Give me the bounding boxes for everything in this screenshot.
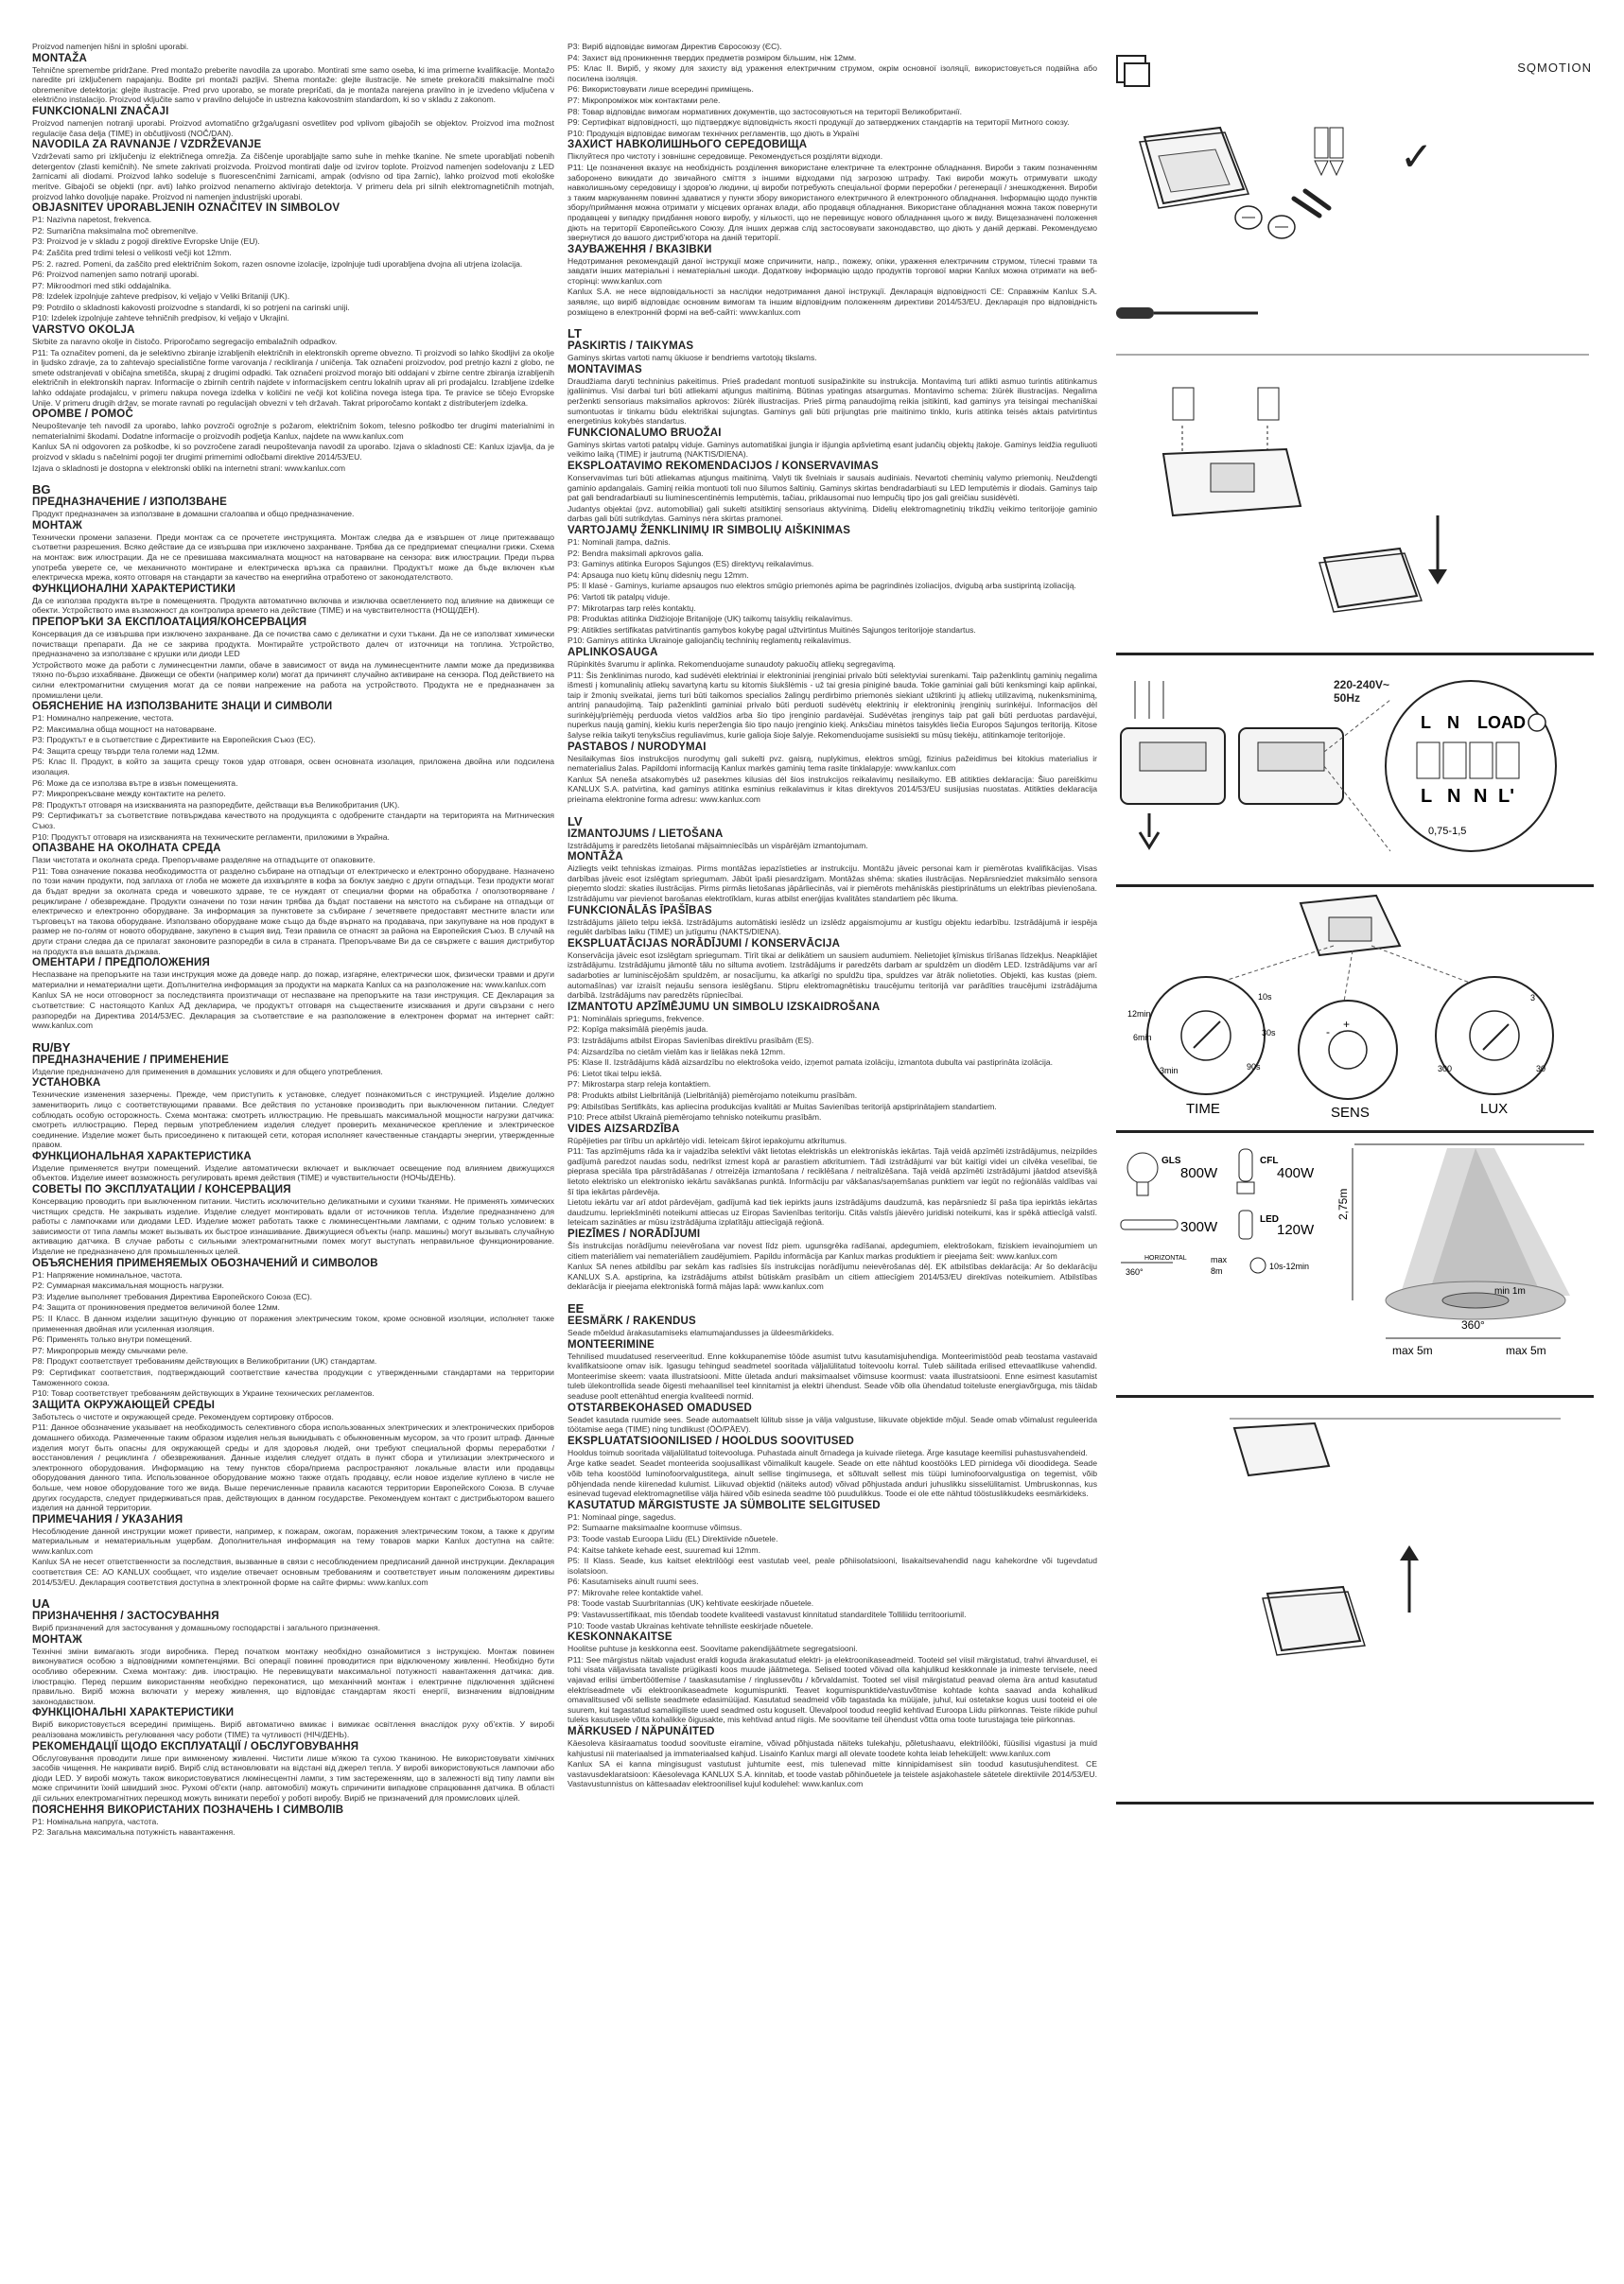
paragraph: Skrbite za naravno okolje in čistočo. Priporočamo segregacijo embalažnih odpadkov. (32, 337, 338, 347)
paragraph: Kanlux SA neneša atsakomybės už pasekmes kilusias dėl šios instrukcijos reikalavimų nesilaikymo. EB atitikties deklaracija: Šiuo pareiškimu KANLUX S.A. patvirtina, kad gaminys atitinka esminius reikalavimus ir kitas direktyvos 2014/53/EU susijusias nuostatas. Atitikties deklaracija prieinama elektronine forma adresu: www.kanlux.com (568, 774, 1097, 805)
paragraph: Käesoleva käsiraamatus toodud soovituste eiramine, võivad põhjustada näiteks tulekahju, põletushaavu, elektrilööki, füüsilisi vigastusi ja muid kahjustusi nii materiaalsed ja immateriaalsed kahjud. Lisainfo Kanlux margi all olevate toodete kohta leiab leheküljelt: www.kanlux.com (568, 1738, 1097, 1758)
paragraph: Kanlux SA ni odgovoren za poškodbe, ki so povzročene zaradi neupoštevanja navodil za uporabo. Izjava o skladnosti CE: Kanlux izjavlja, da je proizvod v skladu s načelnimi pogoji ter drugimi primernimi odločbami direktive 2014/53/EU. (32, 442, 554, 462)
paragraph: Tehnične spremembe pridržane. Pred montažo preberite navodila za uporabo. Montirati sme samo oseba, ki ima primerne kvalifikacije. Montažo naredite pri izključenem napajanju. Bodite pri montaži pazljivi. Shema montaže: glejte ilustracije. Ne smete prekoračiti maksimalne moči obremenitve detektorja: glejte ilustracije. Pred prvo uporabo, se morate prepričati, da je montaža narejena pravilno in je izvedeno vključena v električno instalacijo. Proizvod vključite samo v pravilno delujoče in ustrezna kakovostnim standardom, ki so v skladu z zakonom. (32, 64, 554, 105)
paragraph: P8: Продукт соответствует требованиям действующих в Великобритании (UK) стандартам. (32, 1356, 377, 1367)
language-code: EE (568, 1301, 585, 1316)
paragraph: Izjava o skladnosti je dostopna v elektronski obliki na internetni strani: www.kanlux.com (32, 462, 346, 473)
section-heading: PASKIRTIS / TAIKYMAS (568, 340, 694, 353)
language-code: BG (32, 482, 51, 497)
min-range-label: min 1m (1494, 1286, 1526, 1297)
paragraph: Draudžiama daryti techninius pakeitimus. Prieš pradedant montuoti susipažinkite su instrukcija. Montavimą turi atlikti asmuo turintis atitinkamus įgaliinimus. Visi darbai turi būti atliekami atjungus maitinimą. Būtinas ypatingas atsargumas. Montavimo schema: žiūrėk iliustracijas. Negalima perženkti sensoriaus maksimalios apkrovos: žiūrėk iliustracijas. Prieš pirmą panaudojimą reikia įsitikinti, kad gaminys yra teisingai mechaniškai sumontuotas ir tinkamu būdu elektriškai sujungtas. Gaminys gali būti prijungtas prie maitinimo tinklo, kuris atitinka teisės aktais patvirtintus energetinius kokybės standartus. (568, 375, 1097, 427)
paragraph: Виріб призначений для застосування у домашньому господарстві і загального призначення. (32, 1623, 380, 1633)
ceiling-mounting-diagram (1116, 350, 1589, 653)
paragraph: P5: Клас II. Виріб, у якому для захисту від ураження електричним струмом, окрім основної ізоляції, використовується подвійна або посилена ізоляція. (568, 63, 1097, 83)
paragraph: Rūpinkitės švarumu ir aplinka. Rekomenduojame sunaudoty pakuočių atliekų segregavimą. (568, 658, 896, 669)
paragraph: P11: Це позначення вказує на необхідність розділення використане електричне та електронне обладнання. Вироби з таким позначенням заборонено викидати до звичайного сміття з іншими відходами під загрозою штрафу. Такі вироби можуть отримувати шкоду навколишньому середовищу і здоров'ю людини, ці вироби потребують спеціальної форми переробки / регенерації / знешкодження. Вироби з таким маркуванням повинні здаватися у пункти збору використаного електричного й електронного обладнання. Інформацію щодо пунктів збору/приймання можна отримати у місцевих органах влади, або продавця обладнання. Використане обладнання можна також повернути продавцеві у випадку придбання нового виробу, у кількості, що не перевищує нового обладнання цього ж виду. Вищезазначені положення діють на території Європейського Союзу. Для інших держав слід застосовувати законодавство, що діють у даній державі. Рекомендуємо звернутися до вашого дистриб'ютора на даній території. (568, 162, 1097, 243)
paragraph: Konservavimas turi būti atliekamas atjungus maitinimą. Valyti tik švelniais ir sausais audiniais. Nevartoti cheminių valymo priemonių. Neuždengti gaminio apdangalais. Gaminį reikia montuoti toli nuo šilumos šaltinių. Gaminys skirtas bendradarbiauti su LED lemputėmis ir diodais. Gaminys taip pat gali bendradarbiauti su liuminescentinėmis lemputėmis, tačiau, priklausomai nuo lempučių tipo jos gali greičiau susidėvėti. (568, 473, 1097, 503)
svg-text:300: 300 (1438, 1064, 1453, 1073)
paragraph: Консервацию проводить при выключенном питании. Чистить исключительно деликатными и сухими тканями. Не применять химических чистящих средств. Не закрывать изделие. Изделие следует монтировать вдали от источников тепла. Изделие предназначено для работы с лампочками или диодами LED. Изделие может работать также с люминесцентными лампами, с одним только условием: в зависимости от типа лампы может вызывать их быстрое изнашивание. Движущиеся объекты (напр. машины) могут вызывать случайную активацию датчика. В случае работы с сильными электромагнитными помех могут выступать неправильное функционирование. Изделие не предназначено для промышленных целей. (32, 1196, 554, 1257)
paragraph: P2: Максимална обща мощност на натоварване. (32, 724, 217, 734)
paragraph: P8: Товар відповідає вимогам нормативних документів, що застосовуються на території Великобританії. (568, 106, 962, 116)
paragraph: Vzdrževati samo pri izključenju iz električnega omrežja. Za čiščenje uporabljajte samo suhe in mehke tkanine. Ne smete uporabljati nobenih detergentov (zlasti kemičnih). Ne smete zakrivati proizvoda. Proizvod montirati dalje od izvirov toplote. Proizvod namenjen sodelovanju z LED žarnicami ali diodami. Proizvod lahko sodeluje s fluorescenčnimi žarnicami, ampak (odvisno od tipa žarnic), lahko proizvod moti ekološke meritve. Gibajoči se objekti (npr. avti) lahko proizvod nenamerno aktivirajo detektorja. V primeru dela pri silnih elektromagnetičnih motnjah, proizvod lahko dovoljuje napake. Proizvod ni namenjen industrijski uporabi. (32, 151, 554, 201)
arrow-down-icon (1428, 569, 1447, 584)
section-heading: EKSPLUATATSIOONILISED / HOOLDUS SOOVITUSED (568, 1435, 854, 1447)
paragraph: P6: Применять только внутри помещений. (32, 1334, 192, 1345)
paragraph: Консервация да се извършва при изключено захранване. Да се почиства само с деликатни и сухи тъкани. Да не се използват химически почистващи препарати. Да не се закрива продукта. Монтирайте устройството далеч от източници на топлина. Устройство, предназначено за използване с крушки или диоди LED (32, 628, 554, 659)
terminal-bottom-n1: N (1447, 786, 1461, 807)
svg-text:3: 3 (1530, 993, 1536, 1003)
paragraph: P11: Šis ženklinimas nurodo, kad sudėvėti elektriniai ir elektroniniai įrenginiai privalo būti selektyviai surenkami. Taip paženklintų gaminių negalima išmesti į komunalinių atliekų savartyną kartu su kitomis šiukšlėmis - už tai gresia piniginė bauda. Tokie gaminiai gali būti kenksmingi kaip aplinkai, taip ir žmonių sveikatai, jiems turi būti taikomos specialios žalingų perdirbimo priemonės siekiant užtikrinti jų atliekų utilizavimą, nukenksminimą, antrinį panaudojimą. Taip paženklinti gaminiai privalo būti perduoti sudėvėtų elektrinių ir elektroninių įrenginių surinkėjui. Informacijos dėl surinkėjų/priėmėjų perduoda vietos valdžios arba šio tipo įrenginio pardavėjai. Sudėvėtas įrenginys taip pat gali būti perduotas pardavėjui, nuperkus naują gaminį, kiekiu kuris neperžengia šio tipo naujo įrenginio kiekį. Anksčiau minėtos taisyklės liečia Europos Sąjungos teritoriją. Kitose šalyse reikia taikyti tenyksčius reguliavimus, kurie galioja šioje šalyje. Rekomenduojame susisiekti su mūsų tiekėju, atitinkamoje teritorijoje. (568, 670, 1097, 741)
section-heading: IZMANTOJUMS / LIETOŠANA (568, 828, 724, 840)
paragraph: Konservācija jāveic esot izslēgtam spriegumam. Tīrīt tikai ar delikātiem un sausiem audumiem. Nelietojiet ķīmiskus tīrīšanas līdzekļus. Neapklājiet izstrādājumu. Izstrādājumu jāmontē tālu no siltuma avotiem. Izstrādājums ir paredzēts darbam ar spuldzēm un diodēm LED. Izstrādājums var arī sadarboties ar luminiscējošām spuldzēm, ar nosacījumu, ka atkarīgi no spuldžu tipa, spuldzes var ātrāk nolietoties. Objekti, kas kustas (piem. automašīnas) var izraisīt nejaušu sensora ieslēgšanu. Stipru elektromagnētisku traucējumu teritorijā var parādīties traucējumi izstrādājuma darbībā. Izstrādājums nav paredzēts rūpniecībai. (568, 950, 1097, 1001)
screwdriver-icon (1116, 307, 1258, 319)
paragraph: Gaminys skirtas vartoti patalpų viduje. Gaminys automatiškai įjungia ir išjungia apšvietimą esant judančių objektų įtakoje. Gaminys leidžia reguliuoti veikimo laiką (TIME) ir jautrumą (NAKTIS/DIENA). (568, 439, 1097, 460)
paragraph: P11: Това означение показва необходимостта от разделно събиране на отпадъци от електрическо и електронно оборудване. Назначено по този начин продукти, под заплаха от глоба не можете да изхвърляте в кофа за боклук заедно с други отпадъци. Тези продукти могат да бъдат вредни за околната среда и човешкото здраве, те се нуждаят от специални форми на обработка / оползотворяване / рециклиране / обезвреждане. Продукти означени по този начин трябва да бъдат поставени на мястото на събиране на отпадъци от електрическо и електронно оборудване. За информация за пунктовете за събиране / зечетявете предоставят местните власти или търговецът на такова оборудване. Използвано оборудване може също да бъде върнато на продавача, при закупуване на нов продукт в размер не по-голям от новото оборудване, закупено в същия вид. Тези правила се отнасят за района на Европейския Съюз. В случай на други страни следва да се прилагат законовите разпоредби в сила в страната. Препоръчваме Ви да се свържете с вашия дистрибутор на продукта във вашата държава. (32, 865, 554, 956)
paragraph: Izstrādājums ir paredzēts lietošanai mājsaimniecībās un vispārējām izmantojumam. (568, 840, 868, 850)
paragraph: P8: Toode vastab Suurbritannias (UK) kehtivate eeskirjade nõuetele. (568, 1598, 814, 1609)
section-heading: EKSPLOATAVIMO REKOMENDACIJOS / KONSERVAVIMAS (568, 461, 879, 472)
section-heading: ОБЯСНЕНИЕ НА ИЗПОЛЗВАНИТЕ ЗНАЦИ И СИМВОЛИ (32, 701, 333, 713)
paragraph: P1: Номинално напрежение, честота. (32, 713, 174, 724)
paragraph: P6: Використовувати лише всередині приміщень. (568, 84, 754, 95)
paragraph: P6: Kasutamiseks ainult ruumi sees. (568, 1577, 699, 1587)
paragraph: P1: Nominaal pinge, sagedus. (568, 1511, 676, 1522)
paragraph: Изделие применяется внутри помещений. Изделие автоматически включает и выключает освещение под влиянием движущихся объектов. Изделие имеет возможность регулировать время действия (TIME) и чувствительности (НОЧЬ/ДЕНЬ). (32, 1162, 554, 1183)
section-heading: МОНТАЖ (32, 1633, 83, 1646)
section-heading: FUNKCIONALUMO BRUOŽAI (568, 427, 722, 439)
paragraph: P5: II klasė - Gaminys, kuriame apsaugos nuo elektros smūgio priemonės apima be pagrindinės izoliacijos, dvigubą arba sustiprintą izoliaciją. (568, 581, 1076, 591)
coverage-angle-label: 360° (1461, 1318, 1485, 1332)
paragraph: P3: Proizvod je v skladu z pogoji direktive Evropske Unije (EU). (32, 236, 260, 247)
paragraph: P3: Gaminys atitinka Europos Sąjungos (ES) direktyvų reikalavimus. (568, 559, 814, 569)
section-heading: EESMÄRK / RAKENDUS (568, 1316, 696, 1327)
language-code: RU/BY (32, 1039, 71, 1055)
paragraph: Несоблюдение данной инструкции может привести, например, к пожарам, ожогам, поражения электрическим током, а также к другим материальным и нематериальным ущербам. Дополнительная информация на тему товаров марки Kanlux доступна на сайте: www.kanlux.com (32, 1526, 554, 1556)
svg-text:LED: LED (1260, 1214, 1279, 1225)
paragraph: P8: Продуктът отговаря на изискванията на разпоредбите, действащи във Великобритания (UK). (32, 799, 400, 810)
svg-text:8m: 8m (1211, 1266, 1223, 1276)
language-section (32, 42, 554, 473)
settings-dials-diagram (1116, 894, 1589, 1125)
paragraph: P9: Atitikties sertifikatas patvirtinantis gamybos kokybę pagal užtvirtintus Muitinės Sąjungos teritorijoje standartus. (568, 624, 976, 635)
paragraph: P9: Сертифікат відповідності, що підтверджує відповідність якості продукції до затверджених стандартів на території Митного союзу. (568, 117, 1070, 128)
section-heading: ПРИЗНАЧЕННЯ / ЗАСТОСУВАННЯ (32, 1611, 219, 1623)
section-heading: OPOMBE / POMOČ (32, 409, 133, 421)
section-heading: VARTOJAMŲ ŽENKLINIMŲ IR SIMBOLIŲ AIŠKINIMAS (568, 524, 851, 536)
paragraph: P3: Виріб відповідає вимогам Директив Євросоюзу (ЄС). (568, 42, 782, 51)
paragraph: Judantys objektai (pvz. automobiliai) gali sukelti atsitiktinį sensoriaus aktyvinimą. Didelių elektromagnetinių trikdžių veikimo teritorijoje gaminio darbas gali būti sutrikdytas. Gaminys nėra skirtas pramonei. (568, 503, 1097, 524)
paragraph: P3: Izstrādājums atbilst Eiropas Savienības direktīvu prasībām (ES). (568, 1035, 814, 1045)
section-heading: ФУНКЦИОНАЛНИ ХАРАКТЕРИСТИКИ (32, 583, 236, 595)
paragraph: P4: Apsauga nuo kietų kūnų didesnių negu 12mm. (568, 569, 749, 580)
paragraph: P7: Mikrovahe relee kontaktide vahel. (568, 1587, 704, 1597)
paragraph: P5: Klase II. Izstrādājums kādā aizsardzību no elektrošoka veido, izņemot pamata izolāciju, izmantota dubulta vai pastiprināta izolācija. (568, 1057, 1054, 1068)
section-heading: ОМЕНТАРИ / ПРЕДПОЛОЖЕНИЯ (32, 957, 210, 969)
language-section (568, 814, 1097, 1292)
language-code: LT (568, 326, 582, 341)
led-power: 120W (1277, 1222, 1315, 1238)
paragraph: Технічні зміни вимагають згоди виробника. Перед початком монтажу необхідно ознайомитися з інструкцією. Монтаж повинен виконуватися особою з відповідними компетенціями. Всі операції повинні проводитися при відключеному живленні. Необхідно бути особливо обережним. Схема монтажу: див. ілюстрацію. Не перевищувати максимальної потужності навантаження датчика: див. ілюстрацію. Перед першим використанням необхідно переконатися, що механічний монтаж і електричне підключення здійснені правильно. Виріб можна включати у мережу живлення, що відповідає стандартам якості енергії, визначеним відповідним законодавством. (32, 1646, 554, 1706)
section-heading: MONTĀŽA (568, 851, 623, 863)
paragraph: Заботьтесь о чистоте и окружающей среде. Рекомендуем сортировку отбросов. (32, 1411, 334, 1421)
section-heading: EKSPLUATĀCIJAS NORĀDĪJUMI / KONSERVĀCIJA (568, 937, 841, 950)
paragraph: P4: Kaitse tahkete kehade eest, suuremad kui 12mm. (568, 1544, 760, 1555)
paragraph: Да се използва продукта вътре в помещенията. Продукта автоматично включва и изключва осветлението под влияние на движещи се обекти. Устройството има възможност да контролира времето на действие (TIME) и на чувствителността (НОЩ/ДЕН). (32, 595, 554, 616)
paragraph: P3: Изделие выполняет требования Директива Европейского Союза (ЕС). (32, 1291, 312, 1301)
section-heading: ПРЕПОРЪКИ ЗА ЕКСПЛОАТАЦИЯ/КОНСЕРВАЦИЯ (32, 616, 307, 628)
paragraph: Lietotu iekārtu var arī atdot pārdevējam, gadījumā kad tiek iepirkts jauns izstrādājums daudzumā, kas nepārsniedz šī paša tipa iepirktās iekārtas daudzumu. Iepriekšminēti noteikumi attiecas uz Eiropas Savienības teritoriju. Citās valstīs jāievēro juridiski noteikumi, kas ir spēkā attiecīgā valstī. Ieteicam sazināties ar mūsu izstrādājuma izplatītāju attiecīgajā reģionā. (568, 1197, 1097, 1228)
paragraph: Изделие предназначено для применения в домашних условиях и для общего употребления. (32, 1066, 383, 1076)
paragraph: P6: Lietot tikai telpu iekšā. (568, 1068, 662, 1078)
section-heading: ПРЕДНАЗНАЧЕНИЕ / ПРИМЕНЕНИЕ (32, 1054, 229, 1066)
section-heading: MÄRKUSED / NÄPUNÄITED (568, 1726, 715, 1737)
language-section (568, 42, 1097, 317)
brand-name: SQMOTION (1517, 61, 1592, 75)
section-heading: MONTAŽA (32, 52, 88, 64)
paragraph: Kanlux SA не несет ответственности за последствия, вызванные в связи с несоблюдением предписаний данной инструкции. Декларация соответствия CE: АО KANLUX сообщает, что изделие отвечает основным требованиям и соответствует иным положениям директивы 2014/53/EU. Декларация соответствия доступна в электронной форме на сайте фирмы: www.kanlux.com (32, 1557, 554, 1587)
paragraph: Піклуйтеся про чистоту і зовнішнє середовище. Рекомендується розділяти відходи. (568, 151, 883, 162)
svg-text:10s: 10s (1258, 992, 1272, 1002)
section-heading: FUNKCIONĀLĀS ĪPAŠĪBAS (568, 904, 712, 916)
paragraph: Устройството може да работи с луминесцентни лампи, обаче в зависимост от вида на луминесцентните лампи може да предизвиква тяхно по-бързо изхабяване. Движещи се обекти (например коли) могат да причинят случайно активиране на сензора. Под действието на силни електромагнитни смущения могат да се появи напрежение на работа на устройството. Продукта не е предназначен за промишлени цели. (32, 659, 554, 700)
svg-text:360°: 360° (1126, 1267, 1144, 1277)
paragraph: P3: Продуктът е в съответствие с Директивите на Европейския Съюз (ЕС). (32, 735, 316, 745)
language-section (32, 482, 554, 1031)
tube-lamp-icon (1121, 1220, 1178, 1229)
paragraph: P1: Напряжение номинальное, частота. (32, 1269, 183, 1280)
svg-text:12min: 12min (1127, 1009, 1151, 1019)
led-bulb-icon (1239, 1211, 1252, 1239)
language-section (568, 1301, 1097, 1789)
section-heading: ПОЯСНЕННЯ ВИКОРИСТАНИХ ПОЗНАЧЕНЬ І СИМВОЛІВ (32, 1804, 344, 1816)
paragraph: Seade mõeldud ärakasutamiseks elamumajandusses ja üldeesmärkideks. (568, 1328, 834, 1337)
removal-diagram (1116, 1409, 1589, 1797)
svg-text:30s: 30s (1262, 1028, 1276, 1037)
section-heading: РЕКОМЕНДАЦІЇ ЩОДО ЕКСПЛУАТАЦІЇ / ОБСЛУГОВУВАННЯ (32, 1740, 359, 1752)
section-heading: ОПАЗВАНЕ НА ОКОЛНАТА СРЕДА (32, 843, 221, 855)
paragraph: P1: Nazivna napetost, frekvenca. (32, 215, 152, 225)
section-heading: NAVODILA ZA RAVNANJE / VZDRŽEVANJE (32, 139, 262, 151)
paragraph: P7: Микропрекъсване между контактите на релето. (32, 789, 226, 799)
paragraph: P8: Izdelek izpolnjuje zahteve predpisov, ki veljajo v Veliki Britaniji (UK). (32, 291, 290, 302)
section-heading: VIDES AIZSARDZĪBA (568, 1123, 680, 1135)
paragraph: P10: Товар соответствует требованиям действующих в Украине технических регламентов. (32, 1388, 375, 1399)
paragraph: P6: Proizvod namenjen samo notranji uporabi. (32, 270, 200, 280)
divider (1116, 1130, 1594, 1133)
paragraph: Kanlux S.A. не несе відповідальності за наслідки недотримання даної інструкції. Декларація відповідності CE: Справжнім Kanlux S.A. заявляє, що виріб відповідає основним вимогам та іншим відповідним положенням директиви 2014/53/EU. Декларація про відповідність розміщено в електронній формі на веб-сайті: www.kanlux.com (568, 287, 1097, 317)
paragraph: P2: Kopīga maksimālā pieņēmis jauda. (568, 1024, 708, 1035)
section-heading: PIEZĪMES / NORĀDĪJUMI (568, 1229, 701, 1241)
paragraph: P5: 2. razred. Pomeni, da zaščito pred električnim šokom, razen osnovne izolacije, izpolnjuje tudi uporabljena dvojna ali utrjena izolacija. (32, 258, 523, 269)
paragraph: Пази чистотата и околната среда. Препоръчваме разделяне на отпадъците от опаковките. (32, 855, 375, 865)
paragraph: P2: Sumaarne maksimaalne koormuse võimsus. (568, 1523, 742, 1533)
lamp-icon (1528, 714, 1545, 731)
paragraph: P6: Vartoti tik patalpų viduje. (568, 591, 671, 602)
paragraph: Обслуговування проводити лише при вимкненому живленні. Чистити лише м'якою та сухою тканиною. Не використовувати хімічних засобів чищення. Не накривати виріб. Виріб слід встановлювати на відстані від джерел тепла. У виробі використовуються лампочки або діоди LED. У виробі можуть також використовуватися люмінесцентні лампи, з тим застереженням, що в залежності від типу лампи він може спричинити їхній швидший знос. Рухомі об'єкти (напр. автомобілі) можуть спричинити випадкове спрацювання датчика. В області дії сильних електромагнітних перешкод можуть виникати перебої у роботі виробу. Виріб не призначений для промислових цілей. (32, 1752, 554, 1803)
paragraph: Proizvod namenjen hišni in splošni uporabi. (32, 42, 189, 51)
paragraph: P1: Nominālais spriegums, frekvence. (568, 1013, 705, 1023)
svg-text:3min: 3min (1160, 1066, 1179, 1075)
cfl-power: 400W (1277, 1165, 1315, 1181)
paragraph: P7: Mikrotarpas tarp relės kontaktų. (568, 602, 696, 613)
gls-bulb-icon (1127, 1153, 1158, 1195)
range-left-label: max 5m (1392, 1344, 1433, 1357)
terminal-bottom-n2: N (1474, 786, 1488, 807)
terminal-top-l: L (1421, 713, 1431, 732)
paragraph: Rūpējieties par tīrību un apkārtējo vidi. Ieteicam šķirot iepakojumu atkritumus. (568, 1135, 847, 1145)
paragraph: P4: Захист від проникнення твердих предметів розміром більшим, ніж 12мм. (568, 52, 857, 62)
paragraph: Неспазване на препоръките на тази инструкция може да доведе напр. до пожар, изгаряне, електрически шок, физически травми и други материални и нематериални щети. Допълнителна информация за продукти на марката Kanlux са на разположение на: www.kanlux.com (32, 969, 554, 989)
terminal-top-n: N (1447, 713, 1459, 732)
language-section (568, 326, 1097, 804)
terminal-bottom-l: L (1421, 786, 1433, 807)
section-heading: FUNKCIONALNI ZNAČAJI (32, 105, 169, 117)
paragraph: P9: Atbilstības Sertifikāts, kas apliecina produkcijas kvalitāti ar Muitas Savienības teritorijā apstiprinātajiem standartiem. (568, 1101, 997, 1111)
text-column-left (32, 42, 554, 1846)
section-heading: OBJASNITEV UPORABLJENIH OZNAČITEV IN SIMBOLOV (32, 202, 341, 215)
section-heading: APLINKOSAUGA (568, 646, 658, 658)
svg-text:90s: 90s (1247, 1062, 1261, 1072)
tube-power: 300W (1180, 1219, 1218, 1235)
paragraph: P10: Izdelek izpolnjuje zahteve tehničnih predpisov, ki veljajo v Ukrajini. (32, 313, 289, 323)
paragraph: Kanlux SA ei kanna mingisugust vastutust juhtumite eest, mis tulenevad mitte kinnipidamisest siin toodud kasutusjuhenditest. CE vastavusdeklaratsioon: Käesolevaga KANLUX S.A. kinnitab, et toode vastab põhinõuetele ja teistele asjakohastele sätetele direktiivile 2014/53/EU. Vastavustunnistus on kättesaadav elektroonilisel kujul kodulehel: www.kanlux.com (568, 1759, 1097, 1789)
terminal-bottom-lprime: L' (1498, 786, 1514, 807)
check-icon: ✓ (1400, 133, 1434, 180)
height-label: 2,75m (1336, 1188, 1350, 1220)
paragraph: P10: Toode vastab Ukrainas kehtivate tehniliste eeskirjade nõuetele. (568, 1620, 813, 1630)
paragraph: P11: Tas apzīmējums rāda ka ir vajadzība selektīvi vākt lietotas elektriskās un elektroniskās iekārtas. Tajā veidā apzīmēti izstrādājumus, neizpildes gadījumā paredzot naudas sodu, nedrīkst izmest kopā ar parastiem atkritumiem. Tādi izstrādājumi var būt kaitīgi videi un cilvēka veselībai, tie pieprasa speciāla tipa pārstrādāšanas / otrreizēja izmantošana / reciklēšana / neitralizēšana. Tajā veidā apzīmēti izstrādājumi jāatdod atsevišķā lietoto elektrisko un elektronisko iekārtu savākšanas punktā. Informāciju par vākšanas/saņemšanas punktiem var iegūt no reģionālās valdības vai šī tipa iekārtas pārdevēja. (568, 1146, 1097, 1196)
svg-text:-: - (1326, 1025, 1330, 1038)
svg-text:+: + (1343, 1018, 1351, 1031)
paragraph: P7: Микропрорыв между смычками реле. (32, 1345, 188, 1355)
svg-text:30: 30 (1536, 1064, 1546, 1073)
mounting-parts-diagram (1116, 104, 1589, 350)
paragraph: Izstrādājums jālieto telpu iekšā. Izstrādājums automātiski ieslēdz un izslēdz apgaismojumu ar kustīgu objektu iedarbību. Izstrādājumā ir iespēja regulēt darbības laiku (TIME) un jutīgumu (NAKTS/DIENA). (568, 916, 1097, 937)
language-section (32, 1040, 554, 1588)
paragraph: P2: Bendra maksimali apkrovos galia. (568, 548, 704, 558)
paragraph: Продукт предназначен за използване в домашни сгалоапва и общо предназначение. (32, 509, 355, 519)
paragraph: Технические изменения зазерчены. Прежде, чем приступить к установке, следует познакомиться с инструкцией. Изделие должно заменитворить лицо с соответствующими правами. Все действия по установке производить при выключенном питании. Следует соблюдать особую осторожность. Схема монтажа: смотреть иллюстрацию. Не превышать максимальной мощности нагрузки датчика: смотреть иллюстрацию. Перед первым употреблением изделия следует проверить механическое крепление и электрическое соединение. Изделие может быть присоединено к питающей сети, которая исполняет качественные стандарты энергии, утвержденные правом. (32, 1090, 554, 1150)
section-heading: ЗАУВАЖЕННЯ / ВКАЗІВКИ (568, 243, 712, 255)
paragraph: P9: Сертификат соответствия, подтверждающий соответствие качества продукции с утвержденными стандартами на территории Таможенного союза. (32, 1367, 554, 1387)
paragraph: P2: Суммарная максимальная мощность нагрузки. (32, 1281, 224, 1291)
wire-size-label: 0,75-1,5 (1428, 826, 1467, 837)
section-heading: KASUTATUD MÄRGISTUSTE JA SÜMBOLITE SELGITUSED (568, 1499, 881, 1511)
paragraph: P4: Zaščita pred trdimi telesi o velikosti večji kot 12mm. (32, 247, 232, 257)
paragraph: P10: Prece atbilst Ukrainā piemērojamo tehnisko noteikumu prasībām. (568, 1112, 822, 1123)
section-heading: IZMANTOTU APZĪMĒJUMU UN SIMBOLU IZSKAIDROŠANA (568, 1001, 881, 1013)
svg-text:max: max (1211, 1255, 1228, 1264)
paragraph: P5: Клас II. Продукт, в който за защита срещу токов удар отговаря, освен основната изолация, приложена двойна или подсилена изолация. (32, 757, 554, 777)
gls-power: 800W (1180, 1165, 1218, 1181)
screws-icon (1235, 191, 1329, 238)
paragraph: P1: Nominali įtampa, dažnis. (568, 536, 671, 547)
section-heading: MONTAVIMAS (568, 363, 642, 375)
section-heading: УСТАНОВКА (32, 1077, 101, 1090)
sens-dial-label: SENS (1331, 1105, 1370, 1121)
language-section (32, 1596, 554, 1838)
section-heading: ЗАХИСТ НАВКОЛИШНЬОГО СЕРЕДОВИЩА (568, 139, 808, 151)
section-heading: VARSTVO OKOLJA (32, 324, 135, 337)
range-right-label: max 5m (1506, 1344, 1546, 1357)
section-heading: ПРЕДНАЗНАЧЕНИЕ / ИЗПОЛЗВАНЕ (32, 497, 228, 509)
paragraph: P10: Продукція відповідає вимогам технічних регламентів, що діють в Україні (568, 128, 860, 138)
paragraph: P5: II Класс. В данном изделии защитную функцию от поражения электрическим током, кроме основной изоляции, исполняет также примененная двойная или усиленная изоляция. (32, 1314, 554, 1334)
divider (1116, 1802, 1594, 1805)
paragraph: P7: Mikroodmori med stiki oddajalnika. (32, 280, 172, 290)
paragraph: P9: Potrdilo o skladnosti kakovosti proizvodne s standardi, ki so potrjeni na carinski uniji. (32, 302, 350, 312)
svg-text:CFL: CFL (1260, 1156, 1279, 1166)
paragraph: P10: Gaminys atitinka Ukrainoje galiojančių techninių reglamentų reikalavimus. (568, 636, 851, 646)
paragraph: P7: Mikrostarpa starp releja kontaktiem. (568, 1079, 711, 1090)
paragraph: P11: Ta označitev pomeni, da je selektivno zbiranje izrabljenih električnih in elektronskih opreme obvezno. Ti proizvodi so lahko škodljivi za okolje in ljudsko zdravje, za to zahtevajo specialistične forme varovanja / recikliranja / uničenja. Tak označeni proizvodov, pod pretnjo kazni z globo, ne smete odstranjevati v običajna smetišča, skupaj z drugimi odpadki. Tak označeni proizvod morajo biti oddajani v zbirne centre zbiranja izrabljenih električnih in elektronskih naprav. Informacije o zbirnih centrih najdete v informacijskem centru lokalnih uprav ali pri prodajalcu. Izrabljene izdelke lahko oddajate prodajalcu, v primeru nakupa novega izdelka v količini ne večji kot količina novega istega tipa. Te pravice se tičejo Evropske Unije. V primeru drugih držav, se morate ravnati po regulacijah obvezni v teh državah. Takrat priporočamo kontakt z distributerjem izdelka. (32, 347, 554, 408)
paragraph: Nesilaikymas šios instrukcijos nurodymų gali sukelti pvz. gaisrą, nuplykimus, elektros smūgį, fizinius pažeidimus bei kitokius materialius ir nematerialius žalas. Papildomi informaciją Kanlux markės gaminių tema rasite tinklalapyje: www.kanlux.com (568, 753, 1097, 774)
paragraph: P8: Produkts atbilst Lielbritānijā (Lielbritānijā) piemērojamo noteikumu prasībām. (568, 1090, 858, 1100)
paragraph: P1: Номінальна напруга, частота. (32, 1816, 159, 1826)
load-and-detection-diagram (1116, 1135, 1589, 1390)
language-code: UA (32, 1596, 50, 1612)
paragraph: Aizliegts veikt tehniskas izmaiņas. Pirms montāžas iepazīstieties ar instrukciju. Montāžu jāveic personai kam ir piemērotas kvalifikācijas. Visas darbības jāveic esot izslēgtam spriegumam. Jābūt īpaši piesardzīgam. Montāžas shēma: skaties ilustrācijas. Nepārsniedziet maksimālo sensora pieņemto slodzi: skaties ilustrācijas. Pirms pirmās lietošanas jāpārliecinās, vai ir piemērots mehāniskās piestiprinātums un elektrības pievienošana. Izstrādājumu var pievienot barošanas elektrotīklam, kuras atbilst enerģijas kvalitātes standartiem pēc likuma. (568, 863, 1097, 903)
paragraph: Виріб використовується всередині приміщень. Виріб автоматично вмикає і вимикає освітлення внаслідок руху об'єктів. У виробі реалізована можливість регулювання часу роботи (TIME) та чутливості (НІЧ/ДЕНЬ). (32, 1719, 554, 1739)
language-code: LV (568, 813, 583, 828)
section-heading: ПРИМЕЧАНИЯ / УКАЗАНИЯ (32, 1513, 183, 1526)
paragraph: P5: II Klass. Seade, kus kaitset elektrilöögi eest vastutab veel, peale põhiisolatsiooni, lisakaitsevahendid nagu kahekordne või tugevdatud isolatsioon. (568, 1556, 1097, 1576)
paragraph: Hooldus toimub sooritada väljalülitatud toitevooluga. Puhastada ainult õrnadega ja kuivade riietega. Ärge kasutage keemilisi puhastusvahendeid. (568, 1447, 1088, 1457)
paragraph: P11: Данное обозначение указывает на необходимость селективного сбора использованных электрических и электронических приборов домашнего обихода. Размеченные таким образом изделия нельзя выкидывать с обыкновенным мусором, за что грозит штраф. Данные изделия могут быть опасны для окружающей среды и для здоровья людей, они требуют специальной формы переработки / восстановления / рециклинга / обезвреживания. Данные изделия следует отдать в пункт сбора и утилизации электрического и электронного оборудования. Информацию на тему пунктов сбора/приема распространяют локальные власти или продавцы оборудования данного типа. Использованное оборудование можно также отдать продавцу, если новое изделие куплено в числе не больше, чем новое оборудование того же вида. Выше перечисленные правила касаются территории Европейского Союза. В случае других государств, следует придерживаться прав, действующих в данном государстве. Рекомендуем контакт с дистрибьютором вашего изделия на данной территории. (32, 1422, 554, 1513)
voltage-label: 220-240V~ (1334, 678, 1390, 691)
section-heading: KESKONNAKAITSE (568, 1631, 672, 1644)
paragraph: Seadet kasutada ruumide sees. Seade automaatselt lülitub sisse ja välja valgustuse, liikuvate objektide mõjul. Seade omab võimalust reguleerida töötamise aega (TIME) ning tundlikust (ÖÖ/PÄEV). (568, 1414, 1097, 1435)
paragraph: P2: Загальна максимальна потужність навантаження. (32, 1827, 236, 1838)
section-heading: MONTEERIMINE (568, 1338, 655, 1351)
section-heading: ОБЪЯСНЕНИЯ ПРИМЕНЯЕМЫХ ОБОЗНАЧЕНИЙ И СИМВОЛОВ (32, 1257, 378, 1269)
paragraph: P4: Aizsardzība no cietām vielām kas ir lielākas nekā 12mm. (568, 1046, 786, 1056)
wiring-diagram (1116, 662, 1589, 880)
terminal-top-load: LOAD (1477, 713, 1526, 732)
brand-logo (1116, 55, 1146, 83)
paragraph: P9: Vastavussertifikaat, mis tõendab toodete kvaliteedi vastavust kinnitatud standarditele Tolliliidu territooriumil. (568, 1610, 967, 1620)
svg-text:GLS: GLS (1161, 1156, 1181, 1166)
paragraph: Tehnilised muudatused reserveeritud. Enne kokkupanemise tööde asumist tutvu kasutamisjuhendiga. Monteerimistööd peab teostama vastavaid kvalifikatsioone omav isik. Igasugu tehingud seadmetel sooritada väljalülitatud toitevoolu korral. Tuleb säilitada erilised ettevaatlikuse vahendid. Monteerimise skeem: vaata illustratsiooni. Mitte ületada anduri maksimaalset võimsuse koormust: vaata illustratsiooni. Enne esimest kasutamist tuleb ülekontrollida seade õigesti mehaanilisel teel kinnitamist ja elektri ühendust. Seade võib olla ühendatud toiteluste energiavõrguga, mis täidab seaduse poolt ettenähtud energia kvaliteedi normid. (568, 1351, 1097, 1401)
paragraph: P2: Sumarična maksimalna moč obremenitve. (32, 225, 199, 235)
paragraph: Neupoštevanje teh navodil za uporabo, lahko povzroči ogrožnje s požarom, električnim šokom, telesno poškodbo ter drugimi materialnimi in nematerialnimi škodami. Dodatne informacije o proizvodih podjetja Kanlux, najdete na www.kanlux.com (32, 421, 554, 441)
paragraph: P10: Продуктът отговаря на изискванията на техническите регламенти, приложими в Украйна. (32, 831, 390, 842)
paragraph: Ärge katke seadet. Seadet monteerida soojusallikast võimalikult kaugele. Seade on ette nähtud koostööks LED pirnidega või dioodidega. Seade võib teha koostööd luminofoorvalgustitega, ainult sellise tingimusega, et sõltuvalt sellest mis tüüpi luminofoorvalgustiga on tegemist, võib põhjendada nende kiirenedad kulumist. Liikuvad objektid (näiteks autod) võivad põhjustada anduri juhuslikku sisselülitamist. Umbruskonnas, kus esinevad tugevad elektromagnetilise välja häired võib esineda seadme töö puudulikkus. Toode ei ole ette nähtud tööstuslikkudeks eesmärkideks. (568, 1458, 1097, 1499)
clock-icon (1250, 1258, 1266, 1273)
divider (1116, 653, 1594, 655)
section-heading: СОВЕТЫ ПО ЭКСПЛУАТАЦИИ / КОНСЕРВАЦИЯ (32, 1184, 291, 1196)
section-heading: ФУНКЦИОНАЛЬНАЯ ХАРАКТЕРИСТИКА (32, 1150, 252, 1162)
wall-plugs-icon (1315, 128, 1343, 175)
divider (1116, 1395, 1594, 1398)
paragraph: P11: See märgistus näitab vajadust eraldi koguda ärakasutatud elektri- ja elektroonikaseadmeid. Tooteid sel viisil märgistatud, trahvi ähvardusel, ei tohi visata väljavisata tavaliste prügikasti koos muude jäätmetega. Selised tooted võivad olla kahjulikud keskkonnale ja inimeste tervisele, need vajavad erilisi ümbertöötlemise / taaskasutamise / ringlussevõtu / kõrvaldamist. Tooted sel viisil märgistatud peavad olema ära antud kasutatud elektriseadmete või elektroonikaseadmete kogumispunkti. Teavet kogumispunktide/vastuvõtmise kohtade kohta saavad anda kohalikud omavalitsused või selliste seadmete edasimüüjad. Kasutatud seadmeid võib tagastada ka müüjale, juhul, kui ostetakse kogus uusi tooteid ei ole suurem, kui tagastatud samaliigiliste uued seadmed ostu koguselt. Ülevalpool toodud reeglid kehtivad Euroopa Liidu piirkonnas. Teiste riikide puhul tuleks kasutusele võtta kohalikke õigusakte, mis kehtivad antud riigis. Me soovitame teil ühendust võtta oma toote turustajaga teie piirkonnas. (568, 1654, 1097, 1725)
section-heading: МОНТАЖ (32, 519, 83, 532)
time-dial-label: TIME (1186, 1101, 1220, 1117)
paragraph: P8: Produktas atitinka Didžiojoje Britanijoje (UK) taikomų taisyklių reikalavimus. (568, 614, 853, 624)
divider (1116, 884, 1594, 887)
arrow-up-icon (1400, 1545, 1419, 1560)
text-column-middle (568, 42, 1097, 1798)
section-heading: PASTABOS / NURODYMAI (568, 741, 707, 753)
section-heading: ЗАЩИТА ОКРУЖАЮЩЕЙ СРЕДЫ (32, 1399, 216, 1411)
paragraph: P6: Може да се използва вътре в извън помещенията. (32, 777, 238, 788)
paragraph: P7: Мікропроміжок між контактами реле. (568, 95, 721, 105)
section-heading: ФУНКЦІОНАЛЬНІ ХАРАКТЕРИСТИКИ (32, 1707, 235, 1719)
paragraph: Технически промени запазени. Преди монтаж са се прочетете инструкцията. Монтаж следва да е извършен от лице притежаващо съответни разрешения. Всяко действие да се извършва при изключено захранване. Трябва да се предприемат специални грижи. Схема на монтаж: виж илюстрации. Да не се превишава максималната мощност на натоварване на сензора: виж илюстрации. Преди първа употреба уверете се, че механичното монтиране и електрическа връзка са правилни. Продуктът може да бъде включен към електрическа мрежа, която отговаря на стандарти за качество на енергийна отработено от законодателството. (32, 532, 554, 583)
lux-dial-label: LUX (1480, 1101, 1509, 1117)
paragraph: P4: Защита от проникновения предметов величиной более 12мм. (32, 1302, 280, 1313)
paragraph: P4: Защита срещу твърди тела големи над 12мм. (32, 745, 219, 756)
paragraph: Недотримання рекомендацій даної інструкції може спричинити, напр., пожежу, опіки, ураження електричним струмом, тілесні травми та завдати інших матеріальні і нематеріальні шкоди. Додаткову інформацію щодо продуктів торгової марки Kanlux можна отримати на веб-сторінці: www.kanlux.com (568, 255, 1097, 286)
paragraph: Gaminys skirtas vartoti namų ūkiuose ir bendriems vartotojų tikslams. (568, 353, 817, 363)
frequency-label: 50Hz (1334, 691, 1361, 705)
paragraph: Proizvod namenjen notranji uporabi. Proizvod avtomatično gržga/ugasni osvetlitev pod vplivom gibajočih se objektov. Proizvod ima možnost regulacije časa delja (TIME) in občutljivosti (NOČ/DAN). (32, 117, 554, 138)
paragraph: Kanlux SA не носи отговорност за последствията произтичащи от неспазване на препоръките на тази инструкция. CE Декларация за съответствие: С настоящото Kanlux АД декларира, че продуктът отговаря на съществените изисквания и други свързани с него разпоредби на Директива 2014/53/ЕС. Декларация за съответствие е на разположение в електронен формат на интернет сайт: www.kanlux.com (32, 990, 554, 1031)
paragraph: P9: Сертификатът за съответствие потвърждава качеството на продукцията с одобрените стандарти на територията на Митническия Съюз. (32, 811, 554, 831)
paragraph: Kanlux SA nenes atbildību par sekām kas radīsies šīs instrukcijas norādījumu neievērošanas dēļ. EK atbilstības deklarācija: Ar šo deklarāciju KANLUX S.A. apstiprina, ka izstrādājums atbilst būtiskām prasībām un citiem attiecīgiem 2014/53/EU direktīvas noteikumiem. Atbilstības deklarācija ir pieejama elektroniskā formā mājas lapā: www.kanlux.com (568, 1262, 1097, 1292)
paragraph: P3: Toode vastab Euroopa Liidu (EL) Direktiivide nõuetele. (568, 1533, 778, 1543)
svg-text:10s-12min: 10s-12min (1269, 1262, 1310, 1271)
svg-text:6min: 6min (1133, 1033, 1152, 1042)
paragraph: Šīs instrukcijas norādījumu neievērošana var novest līdz piem. ugunsgrēka radīšanai, apdegumiem, elektrošokam, fiziskiem ievainojumiem un citiem materiāliem vai nemateriāliem zaudējumiem. Papildu informācija par Kanlux markas produktiem ir pieejama šeit: www.kanlux.com (568, 1241, 1097, 1261)
cfl-bulb-icon (1237, 1149, 1254, 1194)
section-heading: OTSTARBEKOHASED OMADUSED (568, 1402, 752, 1414)
paragraph: Hoolitse puhtuse ja keskkonna eest. Soovitame pakendijäätmete segregatsiooni. (568, 1644, 858, 1654)
svg-text:HORIZONTAL: HORIZONTAL (1144, 1255, 1187, 1262)
